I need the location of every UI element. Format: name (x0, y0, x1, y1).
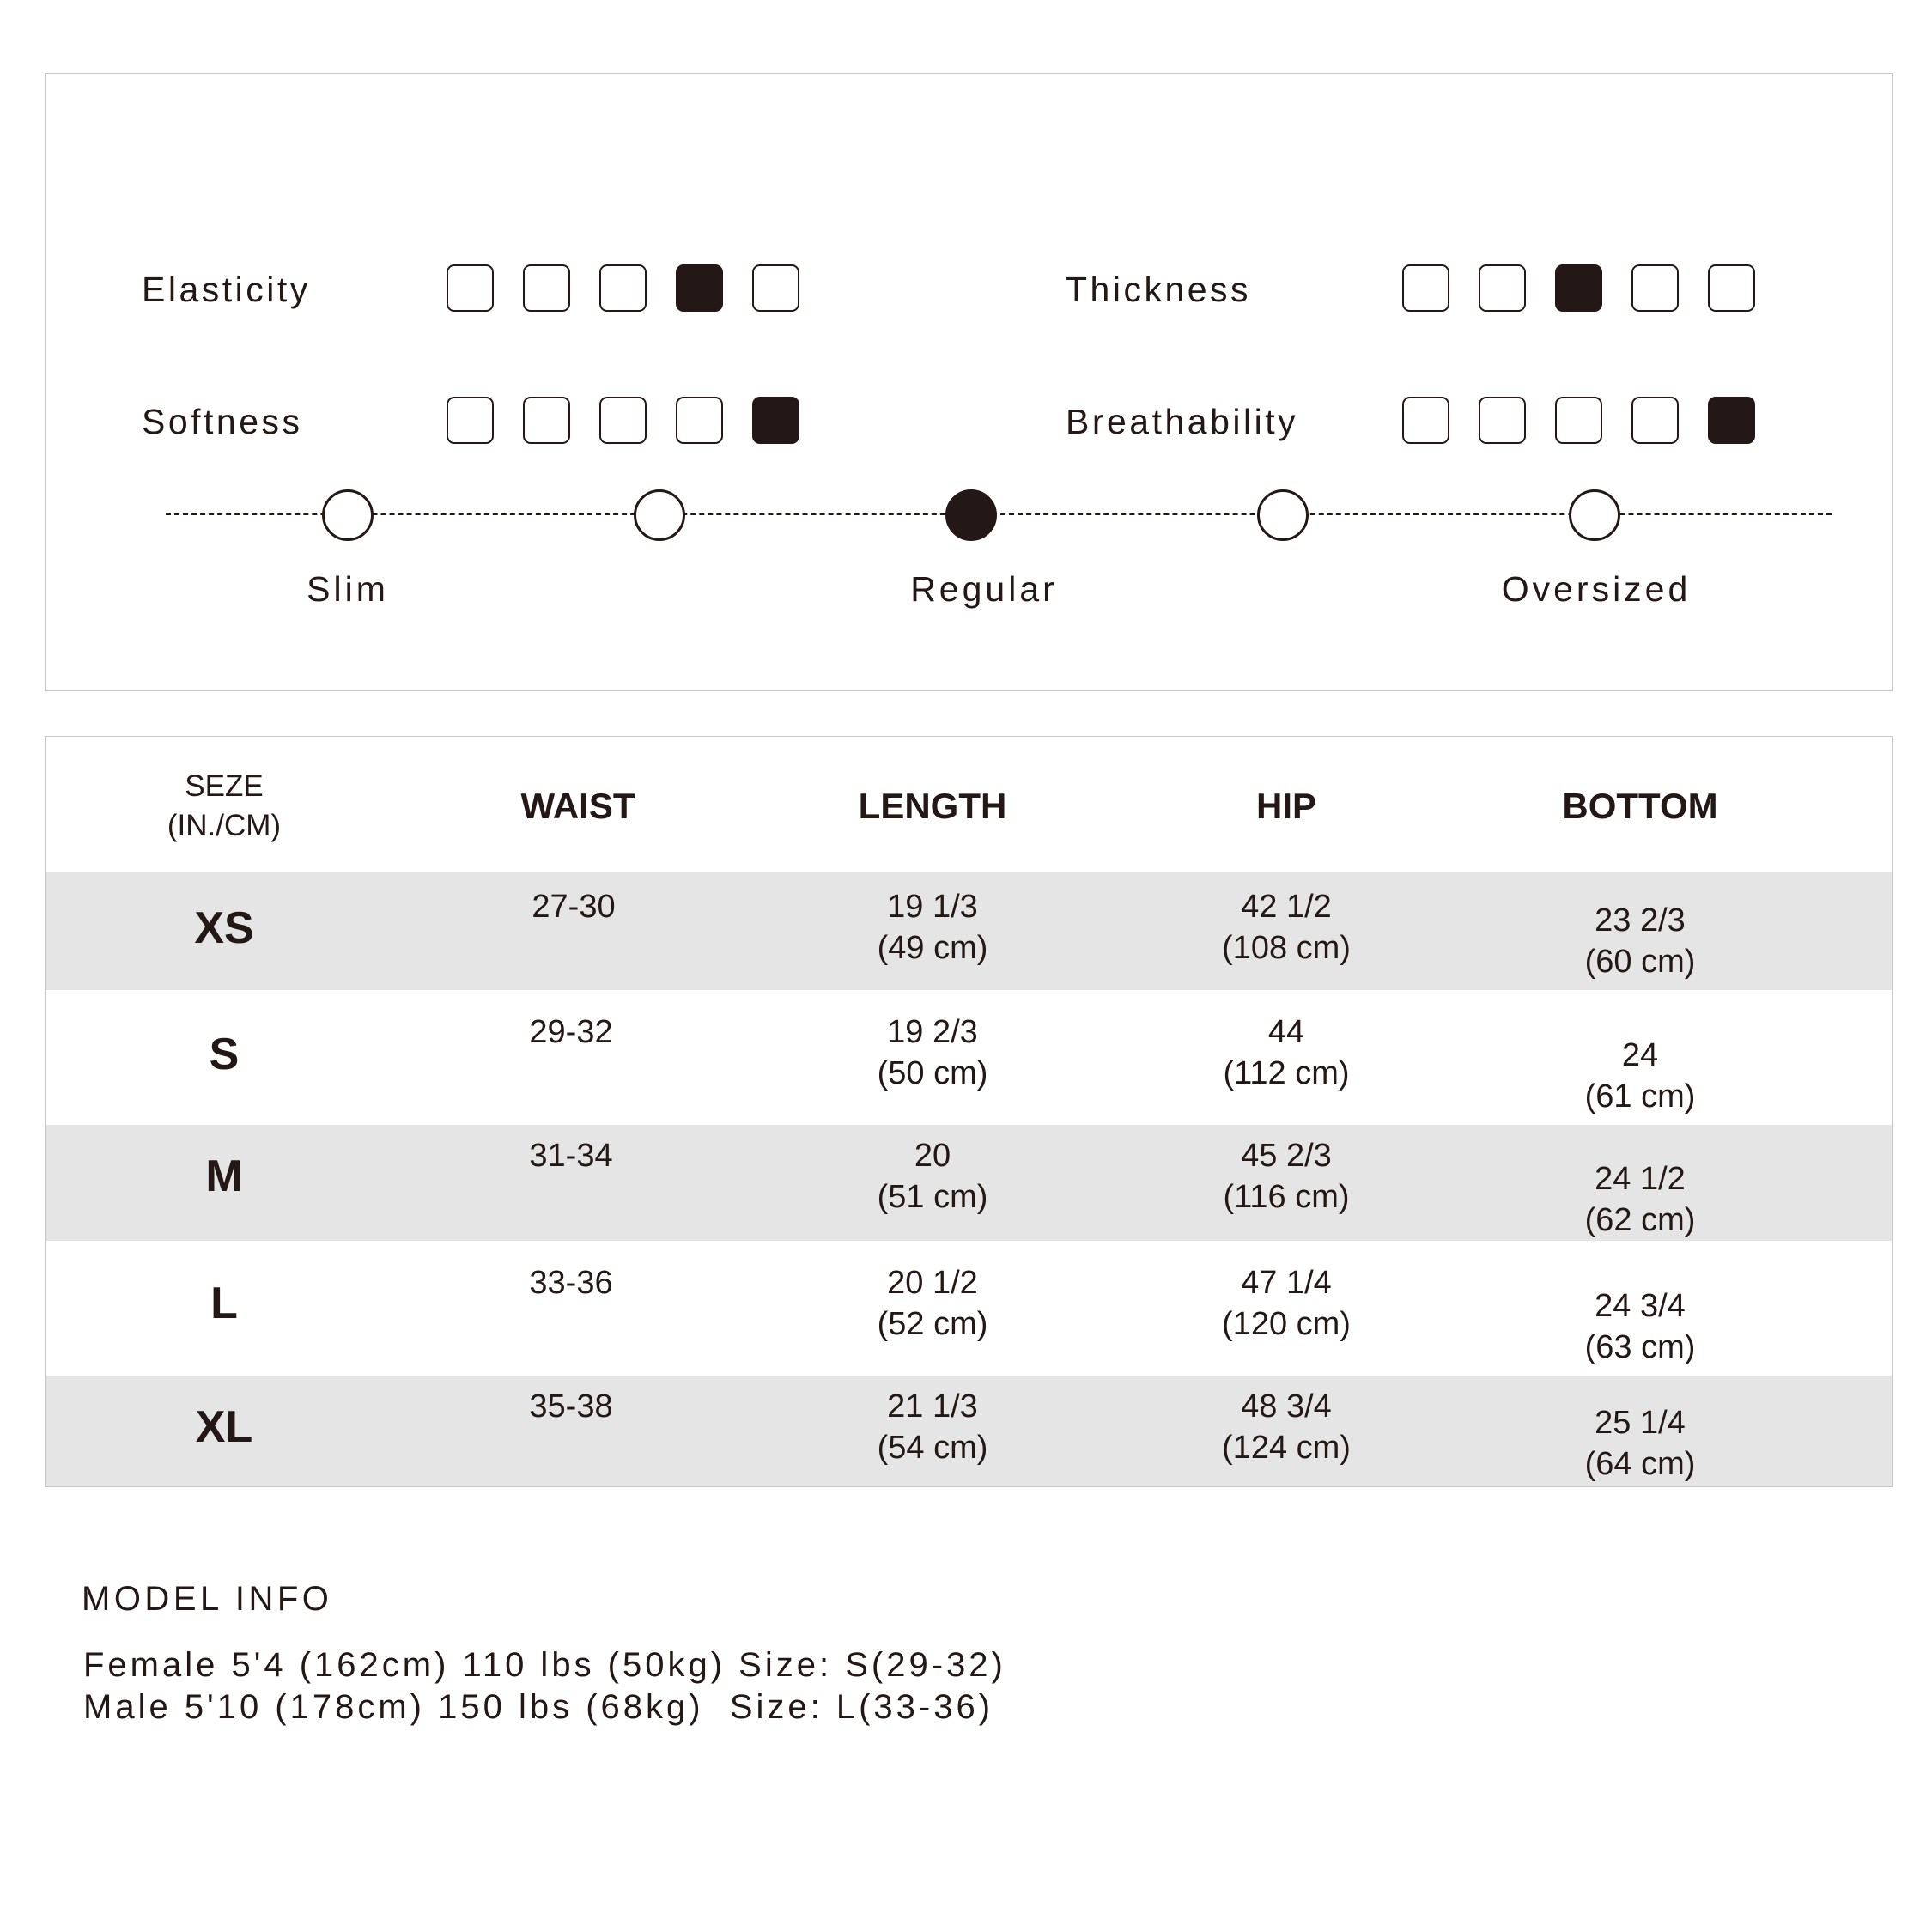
hip-value (1222, 886, 1351, 969)
rating-box (447, 264, 494, 312)
length-cm: (51 cm) (877, 1179, 988, 1215)
hip-inches: 48 3/4 (1241, 1388, 1332, 1425)
attribute-row-breathability (1066, 395, 1838, 448)
fit-dot (1257, 489, 1309, 541)
hip-value (1222, 1262, 1351, 1345)
waist-value: 27-30 (532, 889, 616, 925)
bottom-inches: 24 1/2 (1595, 1161, 1686, 1197)
bottom-value (1585, 900, 1696, 982)
length-value (878, 1012, 988, 1094)
rating-box (1708, 264, 1755, 312)
bottom-inches: 25 1/4 (1595, 1405, 1686, 1441)
size-table (45, 736, 1893, 1487)
attribute-row-thickness (1066, 263, 1838, 316)
length-inches: 19 2/3 (887, 1014, 978, 1050)
hip-value (1223, 1135, 1349, 1218)
header-bottom: BOTTOM (1562, 786, 1718, 826)
bottom-cm: (61 cm) (1584, 1078, 1696, 1115)
rating-box (523, 264, 570, 312)
attribute-label: Thickness (1066, 270, 1252, 309)
length-cm: (49 cm) (877, 930, 988, 966)
bottom-value (1585, 1402, 1696, 1485)
length-value (878, 1135, 988, 1218)
length-inches: 20 1/2 (887, 1265, 978, 1301)
hip-inches: 44 (1267, 1014, 1305, 1050)
model-info-title: MODEL INFO (82, 1580, 333, 1618)
table-row (46, 872, 1892, 990)
rating-box-selected (1555, 264, 1602, 312)
length-value (878, 1262, 988, 1345)
rating-box-selected (676, 264, 723, 312)
fit-dot (1569, 489, 1620, 541)
hip-value (1222, 1386, 1351, 1468)
rating-box (1479, 264, 1526, 312)
model-info-male: Male 5'10 (178cm) 150 lbs (68kg) Size: L(33-36) (83, 1688, 994, 1726)
attribute-label: Softness (142, 402, 303, 441)
header-size-line2: (IN./CM) (167, 809, 282, 842)
fabric-attributes-panel (45, 73, 1893, 691)
bottom-value (1585, 1158, 1696, 1241)
bottom-cm: (62 cm) (1584, 1202, 1696, 1238)
rating-box (599, 397, 647, 444)
table-header-row (46, 737, 1892, 872)
table-row (46, 1241, 1892, 1376)
rating-box (599, 264, 647, 312)
fit-dot (634, 489, 685, 541)
hip-inches: 47 1/4 (1241, 1265, 1332, 1301)
bottom-cm: (63 cm) (1584, 1329, 1696, 1365)
hip-cm: (116 cm) (1223, 1179, 1350, 1215)
rating-box (1631, 397, 1679, 444)
waist-value: 31-34 (529, 1138, 613, 1174)
rating-box (1555, 397, 1602, 444)
length-value (878, 1386, 988, 1468)
attribute-row-softness (142, 395, 829, 448)
rating-box-selected (752, 397, 799, 444)
length-inches: 21 1/3 (887, 1388, 978, 1425)
size-label: S (209, 1030, 240, 1079)
header-length: LENGTH (858, 786, 1007, 826)
size-label: XL (195, 1402, 253, 1452)
fit-dot-selected (945, 489, 997, 541)
size-label: L (210, 1279, 238, 1328)
size-label: XS (194, 903, 254, 953)
fit-label-slim: Slim (307, 569, 389, 609)
attribute-label: Elasticity (142, 270, 311, 309)
hip-cm: (124 cm) (1222, 1430, 1351, 1466)
bottom-inches: 23 2/3 (1595, 902, 1686, 939)
waist-value: 35-38 (529, 1388, 613, 1425)
rating-box (1479, 397, 1526, 444)
header-waist: WAIST (520, 786, 635, 826)
hip-cm: (120 cm) (1222, 1306, 1351, 1342)
fit-label-oversized: Oversized (1501, 569, 1692, 609)
hip-inches: 45 2/3 (1241, 1138, 1332, 1174)
attribute-row-elasticity (142, 263, 829, 316)
header-size (167, 767, 281, 846)
rating-box (752, 264, 799, 312)
length-inches: 19 1/3 (887, 889, 978, 925)
header-size-line1: SEZE (185, 769, 264, 803)
header-hip: HIP (1255, 786, 1317, 826)
hip-value (1223, 1012, 1349, 1094)
bottom-inches: 24 (1621, 1037, 1659, 1073)
bottom-inches: 24 3/4 (1595, 1288, 1686, 1324)
bottom-cm: (64 cm) (1584, 1446, 1696, 1482)
bottom-value (1585, 1285, 1696, 1368)
length-inches: 20 (914, 1138, 951, 1174)
rating-box (447, 397, 494, 444)
rating-box (1631, 264, 1679, 312)
rating-box (1402, 397, 1449, 444)
rating-box (523, 397, 570, 444)
bottom-cm: (60 cm) (1584, 944, 1696, 980)
rating-box (1402, 264, 1449, 312)
length-cm: (52 cm) (877, 1306, 988, 1342)
length-value (878, 886, 988, 969)
table-row (46, 990, 1892, 1125)
hip-cm: (112 cm) (1223, 1055, 1350, 1091)
fit-label-regular: Regular (910, 569, 1058, 609)
length-cm: (54 cm) (877, 1430, 988, 1466)
waist-value: 33-36 (529, 1265, 613, 1301)
length-cm: (50 cm) (877, 1055, 988, 1091)
rating-box-selected (1708, 397, 1755, 444)
rating-box (676, 397, 723, 444)
fit-dot (322, 489, 374, 541)
hip-inches: 42 1/2 (1241, 889, 1332, 925)
table-row (46, 1376, 1892, 1486)
bottom-value (1585, 1035, 1696, 1117)
hip-cm: (108 cm) (1222, 930, 1351, 966)
waist-value: 29-32 (529, 1014, 613, 1050)
model-info-female: Female 5'4 (162cm) 110 lbs (50kg) Size: S(29-32) (83, 1646, 1006, 1684)
attribute-label: Breathability (1066, 402, 1299, 441)
table-row (46, 1125, 1892, 1241)
size-label: M (205, 1151, 243, 1201)
